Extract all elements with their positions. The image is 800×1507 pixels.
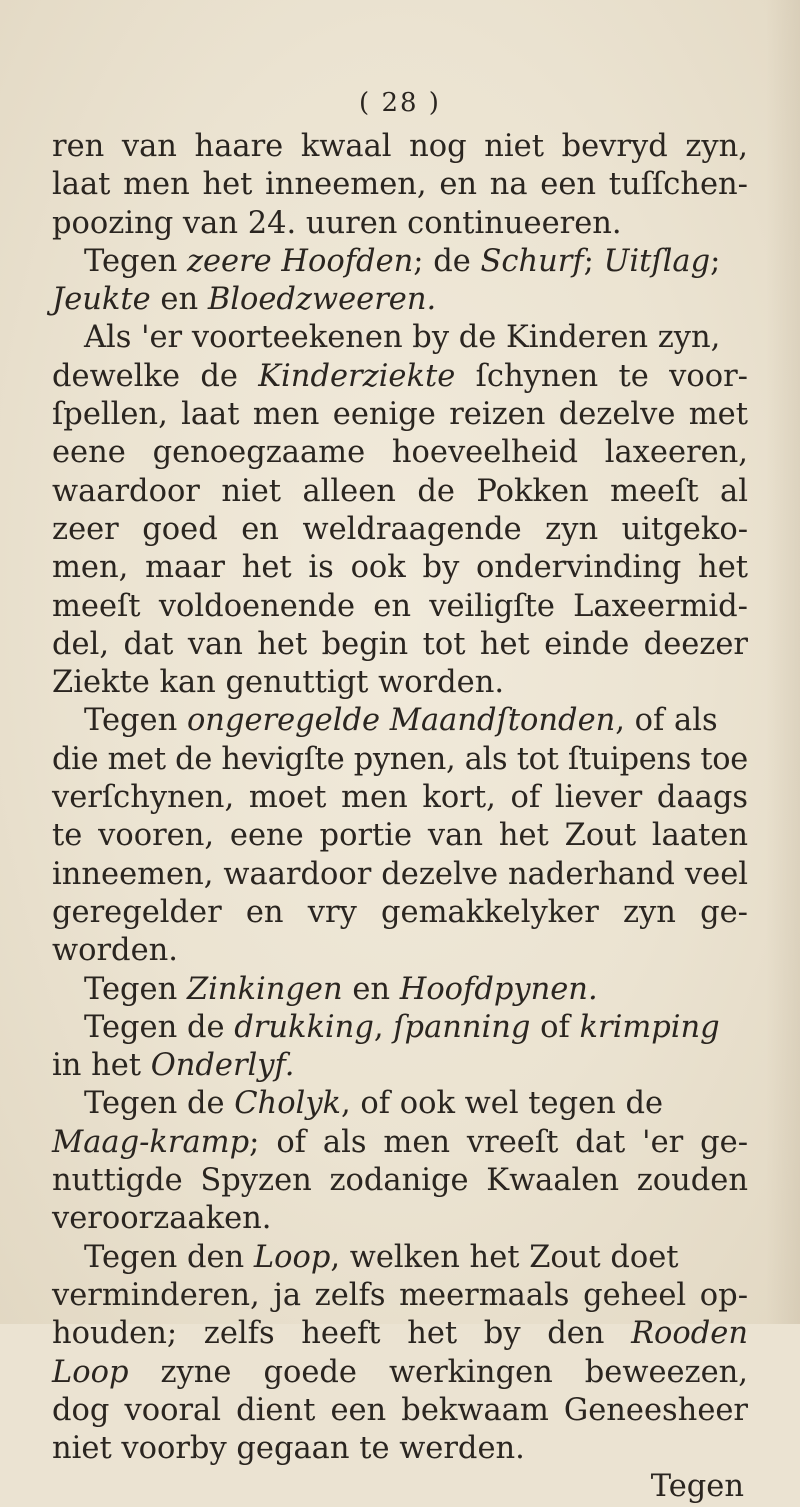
text-segment: men, maar het is ook by ondervinding het	[52, 550, 748, 586]
italic-term: Bloedzweeren.	[207, 282, 437, 318]
text-segment: houden; zelfs heeft het by den	[52, 1316, 632, 1352]
text-segment: ;	[710, 243, 721, 279]
text-line	[52, 1392, 748, 1430]
text-line	[52, 549, 748, 587]
text-line	[52, 664, 748, 702]
text-line	[52, 1468, 748, 1506]
text-segment: en	[342, 971, 400, 1007]
text-line	[52, 281, 748, 319]
text-line	[52, 932, 748, 970]
text-segment: niet voorby gegaan te werden.	[52, 1431, 525, 1467]
text-line	[52, 588, 748, 626]
text-segment: meeſt voldoenende en veiligſte Laxeermid-	[52, 588, 748, 624]
text-line	[52, 817, 748, 855]
text-segment: del, dat van het begin tot het einde deezer	[52, 626, 748, 662]
text-segment: ;	[583, 243, 604, 279]
text-line	[52, 702, 748, 740]
text-line	[52, 1085, 748, 1123]
text-segment: inneemen, waardoor dezelve naderhand veel	[52, 856, 748, 892]
text-line	[52, 205, 748, 243]
text-line	[52, 1354, 748, 1392]
text-line	[52, 1315, 748, 1353]
italic-term: Jeukte	[52, 282, 151, 318]
text-line	[52, 434, 748, 472]
italic-term: Zinkingen	[186, 971, 343, 1007]
text-line	[52, 128, 748, 166]
text-segment: , of ook wel tegen de	[341, 1086, 664, 1122]
text-segment: Tegen	[84, 703, 187, 739]
text-segment: poozing van 24. uuren continueeren.	[52, 205, 622, 241]
italic-term: Maag-kramp	[52, 1124, 250, 1160]
text-segment: Tegen	[650, 1469, 744, 1505]
text-segment: Als 'er voorteekenen by de Kinderen zyn,	[84, 320, 721, 356]
text-segment: of	[530, 1009, 580, 1045]
text-line	[52, 166, 748, 204]
italic-term: Uitſlag	[603, 243, 711, 279]
text-segment: waardoor niet alleen de Pokken meeſt al	[52, 473, 748, 509]
text-line	[52, 1047, 748, 1085]
text-segment: dog vooral dient een bekwaam Geneesheer	[52, 1392, 748, 1428]
text-segment: en	[150, 282, 208, 318]
italic-term: Kinderziekte	[258, 358, 456, 394]
text-line	[52, 319, 748, 357]
text-segment: , welken het Zout doet	[330, 1239, 679, 1275]
text-segment: Tegen	[84, 243, 187, 279]
italic-term: Schurf	[480, 243, 584, 279]
text-segment: Tegen de	[84, 1086, 235, 1122]
text-segment: worden.	[52, 933, 178, 969]
text-segment: ; de	[413, 243, 481, 279]
text-line	[52, 1124, 748, 1162]
text-segment: die met de hevigſte pynen, als tot ſtuipens toe	[52, 741, 748, 777]
text-segment: te vooren, eene portie van het Zout laaten	[52, 818, 748, 854]
body-text	[52, 128, 748, 1507]
text-segment: verminderen, ja zelfs meermaals geheel op-	[52, 1277, 748, 1313]
text-line	[52, 473, 748, 511]
italic-term: krimping	[579, 1009, 720, 1045]
text-line	[52, 1200, 748, 1238]
page-edge-shadow	[766, 0, 800, 1324]
italic-term: drukking	[234, 1009, 374, 1045]
text-line	[52, 894, 748, 932]
text-segment: zyne goede werkingen beweezen,	[128, 1354, 748, 1390]
italic-term: Rooden	[631, 1316, 748, 1352]
italic-term: Cholyk	[234, 1086, 342, 1122]
italic-term: Hoofdpynen.	[399, 971, 598, 1007]
text-segment: ,	[373, 1009, 394, 1045]
italic-term: Onderlyf.	[150, 1048, 295, 1084]
text-segment: zeer goed en weldraagende zyn uitgeko-	[52, 511, 748, 547]
text-line	[52, 1430, 748, 1468]
text-line	[52, 741, 748, 779]
text-line	[52, 779, 748, 817]
text-segment: Tegen den	[84, 1239, 254, 1275]
text-line	[52, 243, 748, 281]
text-line	[52, 626, 748, 664]
italic-term: ſpanning	[393, 1009, 531, 1045]
text-line	[52, 358, 748, 396]
text-segment: ren van haare kwaal nog niet bevryd zyn,	[52, 129, 748, 164]
text-segment: dewelke de	[52, 358, 259, 394]
text-segment: Tegen de	[84, 1009, 235, 1045]
text-segment: ; of als men vreeſt dat 'er ge-	[249, 1124, 748, 1160]
italic-term: zeere Hoofden	[186, 243, 414, 279]
italic-term: Loop	[52, 1354, 129, 1390]
text-segment: verſchynen, moet men kort, of liever daags	[52, 780, 748, 816]
text-line	[52, 856, 748, 894]
text-segment: ſchynen te voor-	[455, 358, 748, 394]
page-number: ( 28 )	[359, 88, 441, 118]
text-line	[52, 971, 748, 1009]
italic-term: Loop	[253, 1239, 331, 1275]
text-segment: Tegen	[84, 971, 187, 1007]
text-line	[52, 1239, 748, 1277]
text-line	[52, 1277, 748, 1315]
text-line	[52, 511, 748, 549]
text-segment: Ziekte kan genuttigt worden.	[52, 665, 505, 701]
text-segment: ſpellen, laat men eenige reizen dezelve met	[52, 397, 748, 433]
text-line	[52, 1162, 748, 1200]
text-segment: laat men het inneemen, en na een tuſſchen-	[52, 167, 748, 203]
text-segment: nuttigde Spyzen zodanige Kwaalen zouden	[52, 1163, 748, 1199]
italic-term: ongeregelde Maandſtonden	[186, 703, 616, 739]
text-segment: , of als	[615, 703, 718, 739]
text-line	[52, 1009, 748, 1047]
text-segment: eene genoegzaame hoeveelheid laxeeren,	[52, 435, 748, 471]
text-segment: in het	[52, 1048, 151, 1084]
text-line	[52, 396, 748, 434]
text-segment: geregelder en vry gemakkelyker zyn ge-	[52, 894, 748, 930]
text-segment: veroorzaaken.	[52, 1201, 272, 1237]
